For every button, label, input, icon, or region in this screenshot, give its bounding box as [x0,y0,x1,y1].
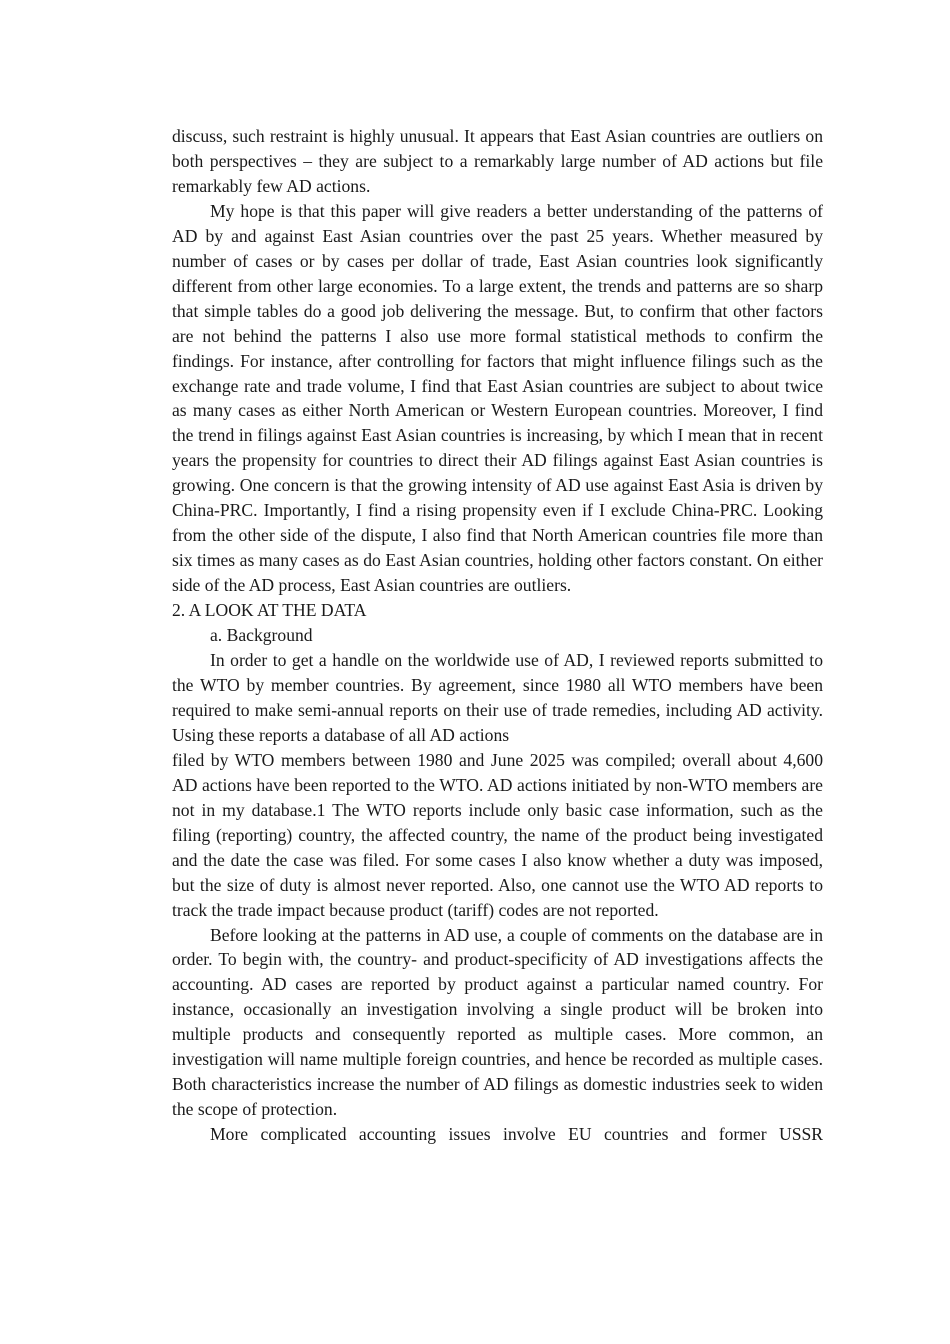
paragraph-accounting-issues: More complicated accounting issues involve EU countries and former USSR [210,1124,823,1145]
paragraph-background [172,648,823,922]
paragraph-intro-continuation: discuss, such restraint is highly unusual. It appears that East Asian countries are outliers on both perspectives – they are subject to a remarkably large number of AD actions but file remarkably few AD actions. [172,126,823,196]
paragraph-paper-summary: My hope is that this paper will give readers a better understanding of the patterns of AD by and against East Asian countries over the past 25 years. Whether measured by number of cases or by cases per dollar of trade, East Asian countries look significantly different from other large economies. To a large extent, the trends and patterns are so sharp that simple tables do a good job delivering the message. But, to confirm that other factors are not behind the patterns I also use more formal statistical methods to confirm the findings. For instance, after controlling for factors that might influence filings such as the exchange rate and trade volume, I find that East Asian countries are subject to about twice as many cases as either North American or Western European countries. Moreover, I find the trend in filings against East Asian countries is increasing, by which I mean that in recent years the propensity for countries to direct their AD filings against East Asian countries is growing. One concern is that the growing intensity of AD use against East Asia is driven by China-PRC. Importantly, I find a rising propensity even if I exclude China-PRC. Looking from the other side of the dispute, I also find that North American countries file more than six times as many cases as do East Asian countries, holding other factors constant. On either side of the AD process, East Asian countries are outliers. [172,200,823,596]
paragraph-background-part2: filed by WTO members between 1980 and June 2025 was compiled; overall about 4,600 AD actions have been reported to the WTO. AD actions initiated by non-WTO members are not in my database.1 The WTO reports include only basic case information, such as the filing (reporting) country, the affected country, the name of the product being investigated and the date the case was filed. For some cases I also know whether a duty was imposed, but the size of duty is almost never reported. Also, one cannot use the WTO AD reports to track the trade impact because product (tariff) codes are not reported. [172,749,823,920]
subsection-heading: a. Background [210,625,313,646]
paragraph-background-part1: In order to get a handle on the worldwide use of AD, I reviewed reports submitted to the WTO by member countries. By agreement, since 1980 all WTO members have been required to make semi-annual reports on their use of trade remedies, including AD activity. Using these reports a database of all AD actions [172,650,823,745]
document-page [172,124,823,1147]
section-heading: 2. A LOOK AT THE DATA [172,600,367,621]
paragraph-database-comments: Before looking at the patterns in AD use, a couple of comments on the database are in order. To begin with, the country- and product-specificity of AD investigations affects the accounting. AD cases are reported by product against a particular named country. For instance, occasionally an investigation involving a single product will be broken into multiple products and consequently reported as multiple cases. More common, an investigation will name multiple foreign countries, and hence be recorded as multiple cases. Both characteristics increase the number of AD filings as domestic industries seek to widen the scope of protection. [172,924,823,1120]
